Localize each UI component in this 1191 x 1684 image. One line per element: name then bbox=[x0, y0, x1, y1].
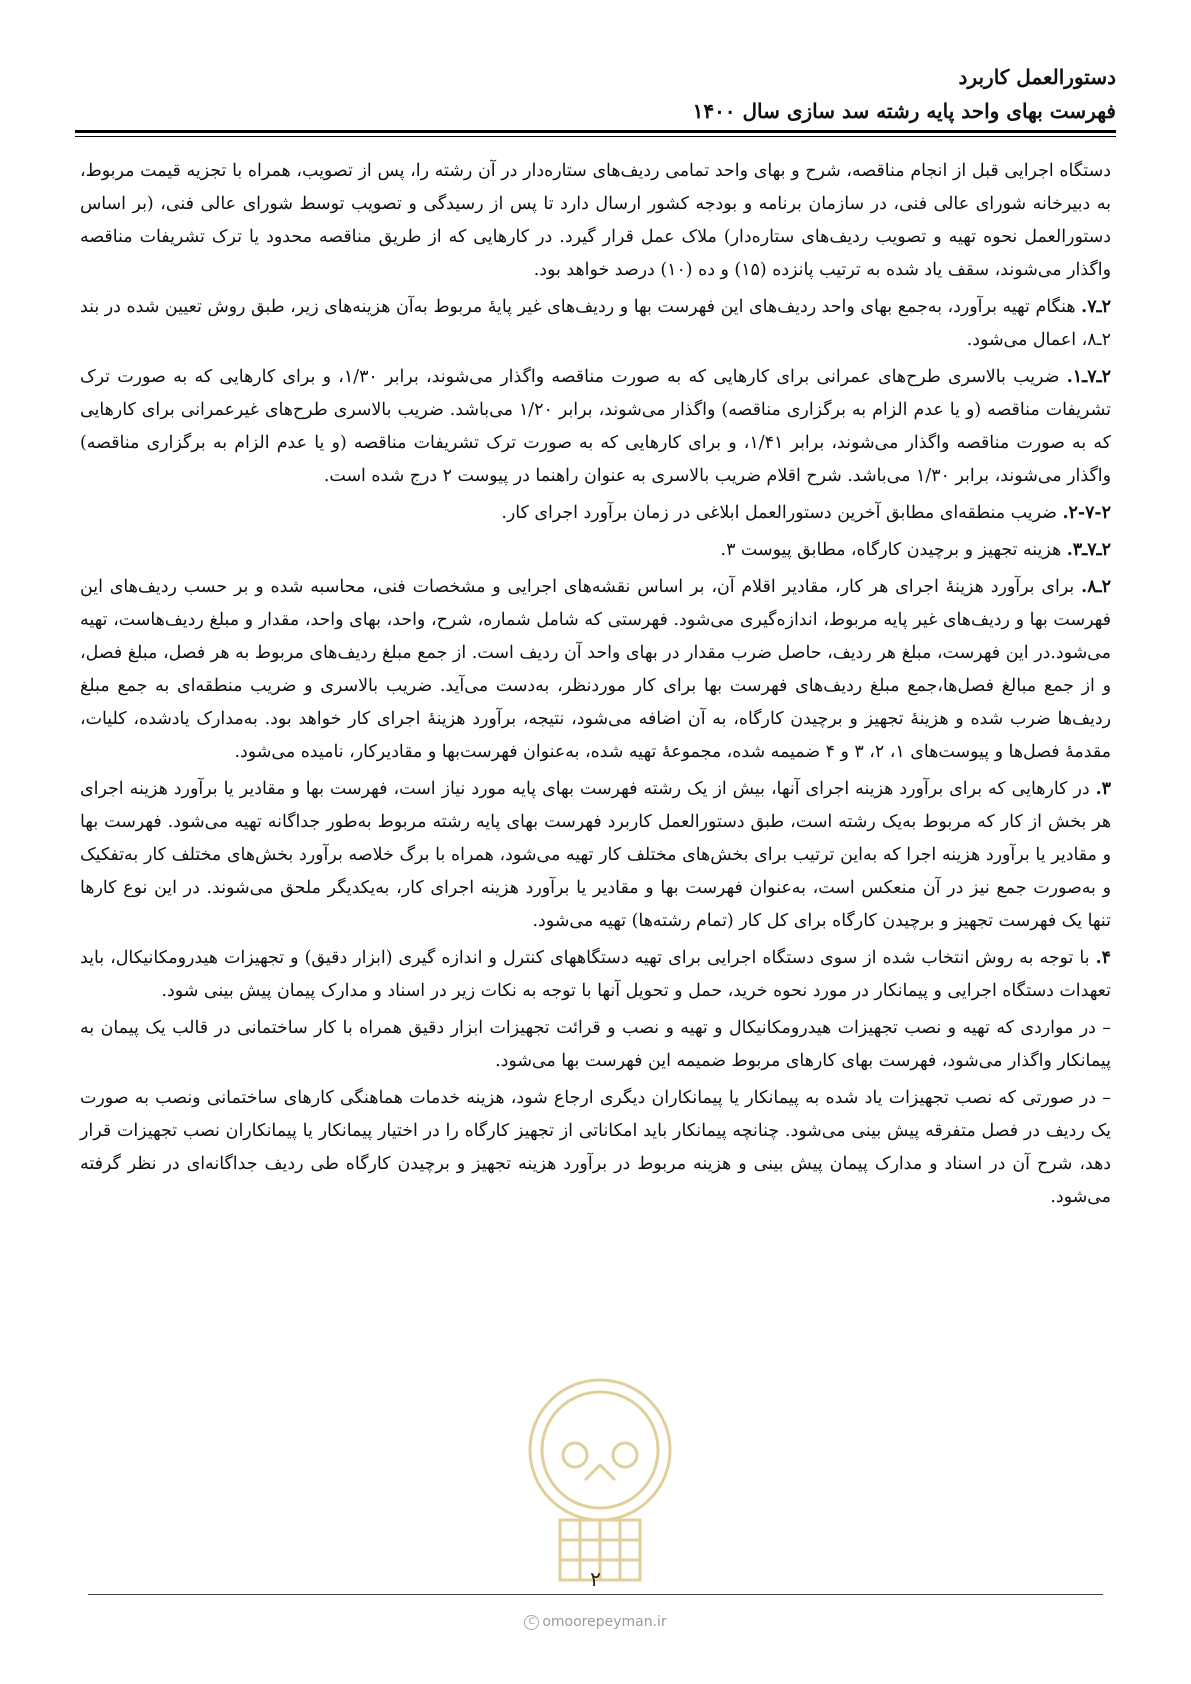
footer-rule bbox=[88, 1594, 1103, 1595]
watermark-seal bbox=[520, 1355, 680, 1595]
paragraph: ۲-۷-۲. ضریب منطقه‌ای مطابق آخرین دستورالعمل ابلاغی در زمان برآورد اجرای کار. bbox=[501, 503, 1111, 523]
paragraph: دستگاه اجرایی قبل از انجام مناقصه، شرح و بهای واحد تمامی ردیف‌های ستاره‌دار در آن رشته را، پس از تصویب، همراه با تجزیه قیمت مربوط، به دبیرخانه شورای عالی فنی، در سازمان برنامه و بودجه کشور ارسال دارد تا پس از رسیدگی و تصویب توسط شورای عالی فنی، (بر اساس دستورالعمل نحوه تهیه و تصویب ردیف‌های ستاره‌دار) ملاک عمل قرار گیرد. در کارهایی که از طریق مناقصه محدود یا ترک تشریفات مناقصه واگذار می‌شوند، سقف یاد شده به ترتیب پانزده (۱۵) و ده (۱۰) درصد خواهد بود. bbox=[80, 161, 1111, 280]
page-number: ۲ bbox=[590, 1567, 601, 1591]
footer-website bbox=[0, 1614, 1191, 1630]
header-rule-thin bbox=[75, 136, 1116, 137]
paragraph: ۲ـ۷. هنگام تهیه برآورد، به‌جمع بهای واحد ردیف‌های این فهرست بها و ردیف‌های غیر پایهٔ مربوط به‌آن هزینه‌های زیر، طبق روش تعیین شده در بند ۲ـ۸، اعمال می‌شود. bbox=[80, 297, 1111, 350]
header-title-line1: دستورالعمل کاربرد bbox=[958, 65, 1116, 89]
document-body bbox=[80, 155, 1111, 1218]
paragraph: – در مواردی که تهیه و نصب تجهیزات هیدرومکانیکال و تهیه و نصب و قرائت تجهیزات ابزار دقیق همراه با کار ساختمانی در قالب یک پیمان به پیمانکار واگذار می‌شود، فهرست بهای کارهای مربوط ضمیمه این فهرست بها می‌شود. bbox=[80, 1018, 1111, 1071]
paragraph: ۴. با توجه به روش انتخاب شده از سوی دستگاه اجرایی برای تهیه دستگاههای کنترل و اندازه گیری (ابزار دقیق) و تجهیزات هیدرومکانیکال، باید تعهدات دستگاه اجرایی و پیمانکار در مورد نحوه خرید، حمل و تحویل آنها با توجه به نکات زیر در اسناد و مدارک پیمان پیش بینی شود. bbox=[80, 948, 1111, 1001]
website-link[interactable]: omoorepeyman.ir bbox=[542, 1614, 667, 1630]
paragraph: ۳. در کارهایی که برای برآورد هزینه اجرای آنها، بیش از یک رشته فهرست بهای پایه مورد نیاز است، فهرست بها و مقادیر یا برآورد هزینه اجرای هر بخش از کار که مربوط به‌یک رشته است، طبق دستورالعمل کاربرد فهرست بهای پایه رشته مربوط به‌طور جداگانه تهیه می‌شود. فهرست بها و مقادیر یا برآورد هزینه اجرا که به‌این ترتیب برای بخش‌های مختلف کار تهیه می‌شود، همراه با برگ خلاصه برآورد بخش‌های مختلف کار به‌تفکیک و به‌صورت جمع نیز در آن منعکس است، به‌عنوان فهرست بها و مقادیر یا برآورد هزینه اجرای کار، به‌یکدیگر ملحق می‌شوند. در این نوع کارها تنها یک فهرست تجهیز و برچیدن کارگاه برای کل کار (تمام رشته‌ها) تهیه می‌شود. bbox=[80, 779, 1111, 931]
copyright-icon: C bbox=[524, 1615, 539, 1630]
header-title-line2: فهرست بهای واحد پایه رشته سد سازی سال ۱۴۰۰ bbox=[692, 99, 1116, 123]
paragraph: ۲ـ۷ـ۳. هزینه تجهیز و برچیدن کارگاه، مطابق پیوست ۳. bbox=[720, 540, 1111, 560]
header-rule-thick bbox=[75, 130, 1116, 133]
paragraph: ۲ـ۷ـ۱. ضریب بالاسری طرح‌های عمرانی برای کارهایی که به صورت مناقصه واگذار می‌شوند، برابر ۱/۳۰، و برای کارهایی که به صورت ترک تشریفات مناقصه (و یا عدم الزام به برگزاری مناقصه) واگذار می‌شوند، برابر ۱/۲۰ می‌باشد. ضریب بالاسری طرح‌های غیرعمرانی برای کارهایی که به صورت مناقصه واگذار می‌شوند، برابر ۱/۴۱، و برای کارهایی که به صورت ترک تشریفات مناقصه (و یا عدم الزام به برگزاری مناقصه) واگذار می‌شوند، برابر ۱/۳۰ می‌باشد. شرح اقلام ضریب بالاسری به عنوان راهنما در پیوست ۲ درج شده است. bbox=[80, 367, 1111, 486]
document-header bbox=[75, 60, 1116, 128]
paragraph: – در صورتی که نصب تجهیزات یاد شده به پیمانکار یا پیمانکاران دیگری ارجاع شود، هزینه خدمات هماهنگی کارهای ساختمانی ونصب به صورت یک ردیف در فصل متفرقه پیش بینی می‌شود. چنانچه پیمانکار باید امکاناتی از تجهیز کارگاه را در اختیار پیمانکار یا پیمانکاران نصب تجهیزات قرار دهد، شرح آن در اسناد و مدارک پیمان پیش بینی و هزینه مربوط در برآورد هزینه تجهیز و برچیدن کارگاه طی ردیف جداگانه‌ای در نظر گرفته می‌شود. bbox=[80, 1088, 1111, 1207]
paragraph: ۲ـ۸. برای برآورد هزینهٔ اجرای هر کار، مقادیر اقلام آن، بر اساس نقشه‌های اجرایی و مشخصات فنی، محاسبه شده و بر حسب ردیف‌های این فهرست بها و ردیف‌های غیر پایه مربوط، اندازه‌گیری می‌شود. فهرستی که شامل شماره، شرح، واحد، بهای واحد، مقدار و مبلغ ردیف‌هاست، تهیه می‌شود.در این فهرست، مبلغ هر ردیف، حاصل ضرب مقدار در بهای واحد آن ردیف است. از جمع مبلغ ردیف‌های مربوط به هر فصل، مبلغ فصل، و از جمع مبالغ فصل‌ها،جمع مبلغ ردیف‌های فهرست بها برای کار موردنظر، به‌دست می‌آید. ضریب بالاسری و ضریب منطقه‌ای به جمع مبلغ ردیف‌ها ضرب شده و هزینهٔ تجهیز و برچیدن کارگاه، به آن اضافه می‌شود، نتیجه، برآورد هزینهٔ اجرای کار خواهد بود. به‌مدارک یادشده، کلیات، مقدمهٔ فصل‌ها و پیوست‌های ۱، ۲، ۳ و ۴ ضمیمه شده، مجموعهٔ تهیه شده، به‌عنوان فهرست‌بها و مقادیرکار، نامیده می‌شود. bbox=[80, 577, 1111, 762]
